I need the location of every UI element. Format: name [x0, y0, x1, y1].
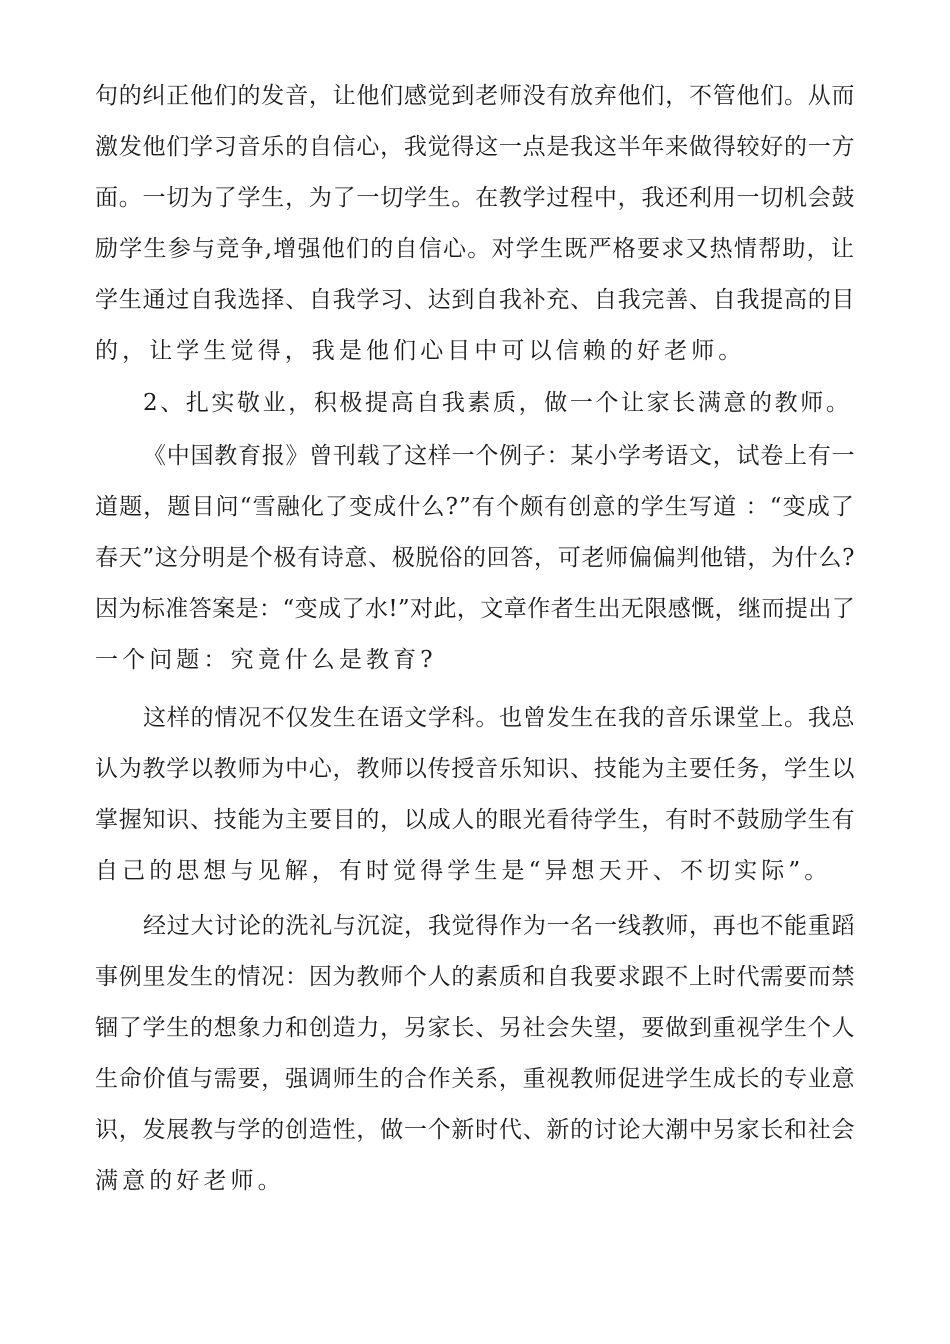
paragraph-4-line-2: 认为教学以教师为中心，教师以传授音乐知识、技能为主要任务，学生以 [95, 756, 855, 782]
paragraph-3-line-3: 春天”这分明是个极有诗意、极脱俗的回答，可老师偏偏判他错，为什么? [95, 545, 855, 571]
paragraph-1-line-5: 学生通过自我选择、自我学习、达到自我补充、自我完善、自我提高的目 [95, 287, 855, 313]
paragraph-5-line-2: 事例里发生的情况：因为教师个人的素质和自我要求跟不上时代需要而禁 [95, 964, 855, 990]
paragraph-3-line-2: 道题，题目问“雪融化了变成什么?”有个颇有创意的学生写道 ：“变成了 [95, 494, 855, 520]
paragraph-4-line-4: 自己的思想与见解，有时觉得学生是“异想天开、不切实际”。 [95, 858, 832, 884]
paragraph-5-line-6: 满意的好老师。 [95, 1168, 285, 1194]
paragraph-1-line-6: 的，让学生觉得，我是他们心目中可以信赖的好老师。 [95, 338, 746, 364]
paragraph-4-line-1: 这样的情况不仅发生在语文学科。也曾发生在我的音乐课堂上。我总 [143, 705, 855, 731]
paragraph-5-line-3: 锢了学生的想象力和创造力，另家长、另社会失望，要做到重视学生个人 [95, 1015, 855, 1041]
paragraph-4-line-3: 掌握知识、技能为主要目的，以成人的眼光看待学生，有时不鼓励学生有 [95, 807, 855, 833]
paragraph-5-line-5: 识，发展教与学的创造性，做一个新时代、新的讨论大潮中另家长和社会 [95, 1117, 855, 1143]
paragraph-1-line-3: 面。一切为了学生，为了一切学生。在教学过程中，我还利用一切机会鼓 [95, 185, 855, 211]
paragraph-3-line-4: 因为标准答案是：“变成了水!”对此，文章作者生出无限感慨，继而提出了 [95, 596, 855, 622]
paragraph-1-line-2: 激发他们学习音乐的自信心，我觉得这一点是我这半年来做得较好的一方 [95, 134, 855, 160]
paragraph-5-line-1: 经过大讨论的洗礼与沉淀，我觉得作为一名一线教师，再也不能重蹈 [143, 913, 855, 939]
paragraph-1-line-4: 励学生参与竞争,增强他们的自信心。对学生既严格要求又热情帮助，让 [95, 236, 855, 262]
paragraph-3-line-1: 《中国教育报》曾刊载了这样一个例子：某小学考语文，试卷上有一 [143, 443, 855, 469]
paragraph-5-line-4: 生命价值与需要，强调师生的合作关系，重视教师促进学生成长的专业意 [95, 1066, 855, 1092]
paragraph-1-line-1: 句的纠正他们的发音，让他们感觉到老师没有放弃他们，不管他们。从而 [95, 83, 855, 109]
section-heading-2: 2、扎实敬业，积极提高自我素质，做一个让家长满意的教师。 [143, 390, 852, 416]
paragraph-3-line-5: 一个问题：究竟什么是教育? [95, 647, 437, 673]
